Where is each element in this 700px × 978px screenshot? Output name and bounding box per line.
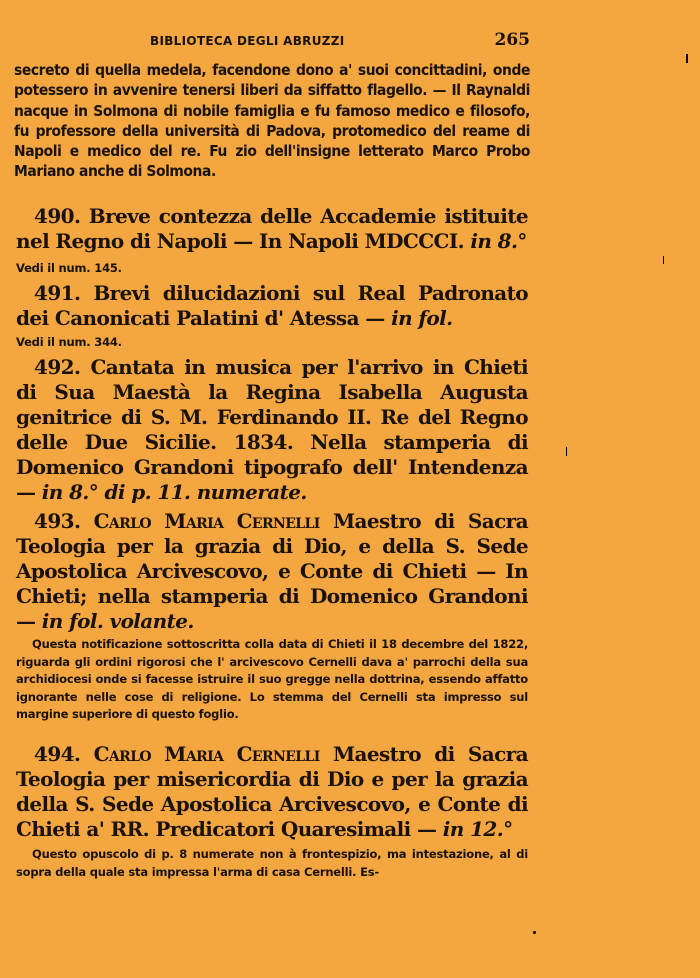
entry-format: in 8.° (470, 229, 527, 253)
entry-number: 492. (34, 355, 81, 379)
entry-text: Maestro di Sacra Teologia per la grazia di Dio, e della S. Sede Apostolica Arcivescovo, e Conte di Chieti — In Chieti; nella stamperia di Domenico Grandoni — (16, 509, 528, 633)
note-494: Questo opuscolo di p. 8 numerate non à frontespizio, ma intestazione, al di sopra della quale sta impressa l'arma di casa Cernelli. Es- (16, 847, 528, 879)
entry-format: in fol. (391, 306, 453, 330)
note-493: Questa notificazione sottoscritta colla data di Chieti il 18 decembre del 1822, riguarda gli ordini rigorosi che l' arcivescovo Cernelli dava a' parrochi della sua archidiocesi onde si facesse istruire il suo gregge nella dottrina, essendo affatto ignorante nelle cose di religione. Lo stemma del Cernelli sta impresso sul margine superiore di questo foglio. (16, 637, 528, 722)
entry-number: 491. (34, 281, 81, 305)
margin-speck (566, 447, 567, 456)
entry-number: 490. (34, 204, 81, 228)
note-491: Vedi il num. 344. (16, 335, 122, 349)
page-number: 265 (494, 30, 530, 50)
entry-text: Brevi dilucidazioni sul Real Padronato dei Canonicati Palatini d' Atessa — (16, 281, 528, 330)
entry-number: 493. (34, 509, 81, 533)
entry-number: 494. (34, 742, 81, 766)
entry-format: in 12.° (442, 817, 513, 841)
entry-format: in fol. volante. (41, 609, 194, 633)
entry-490 (16, 204, 528, 254)
entry-text: Maestro di Sacra Teologia per misericordia di Dio e per la grazia della S. Sede Apostolica Arcivescovo, e Conte di Chieti a' RR. Predicatori Quaresimali — (16, 742, 528, 841)
page-header (150, 30, 530, 50)
entry-492 (16, 355, 528, 505)
entry-text: Cantata in musica per l'arrivo in Chieti di Sua Maestà la Regina Isabella Augusta genitrice di S. M. Ferdinando II. Re del Regno delle Due Sicilie. 1834. Nella stamperia di Domenico Grandoni tipografo dell' Intendenza — (16, 355, 528, 504)
entry-493 (16, 509, 528, 634)
margin-speck (663, 256, 664, 264)
note-490: Vedi il num. 145. (16, 261, 122, 275)
entry-text: Breve contezza delle Accademie istituite nel Regno di Napoli — In Napoli MDCCCI. (16, 204, 528, 253)
margin-speck (533, 931, 536, 934)
entry-author: Carlo Maria Cernelli (93, 742, 320, 766)
continuation-paragraph: secreto di quella medela, facendone dono a' suoi concittadini, onde potessero in avvenire tenersi liberi da siffatto flagello. — Il Raynaldi nacque in Solmona di nobile famiglia e fu famoso medico e filosofo, fu professore della università di Padova, protomedico del reame di Napoli e medico del re. Fu zio dell'insigne letterato Marco Probo Mariano anche di Solmona. (14, 61, 530, 181)
entry-491 (16, 281, 528, 331)
entry-format: in 8.° di p. 11. numerate. (41, 480, 307, 504)
entry-author: Carlo Maria Cernelli (93, 509, 320, 533)
running-head: BIBLIOTECA DEGLI ABRUZZI (150, 34, 345, 48)
entry-494 (16, 742, 528, 842)
margin-speck (686, 54, 688, 63)
